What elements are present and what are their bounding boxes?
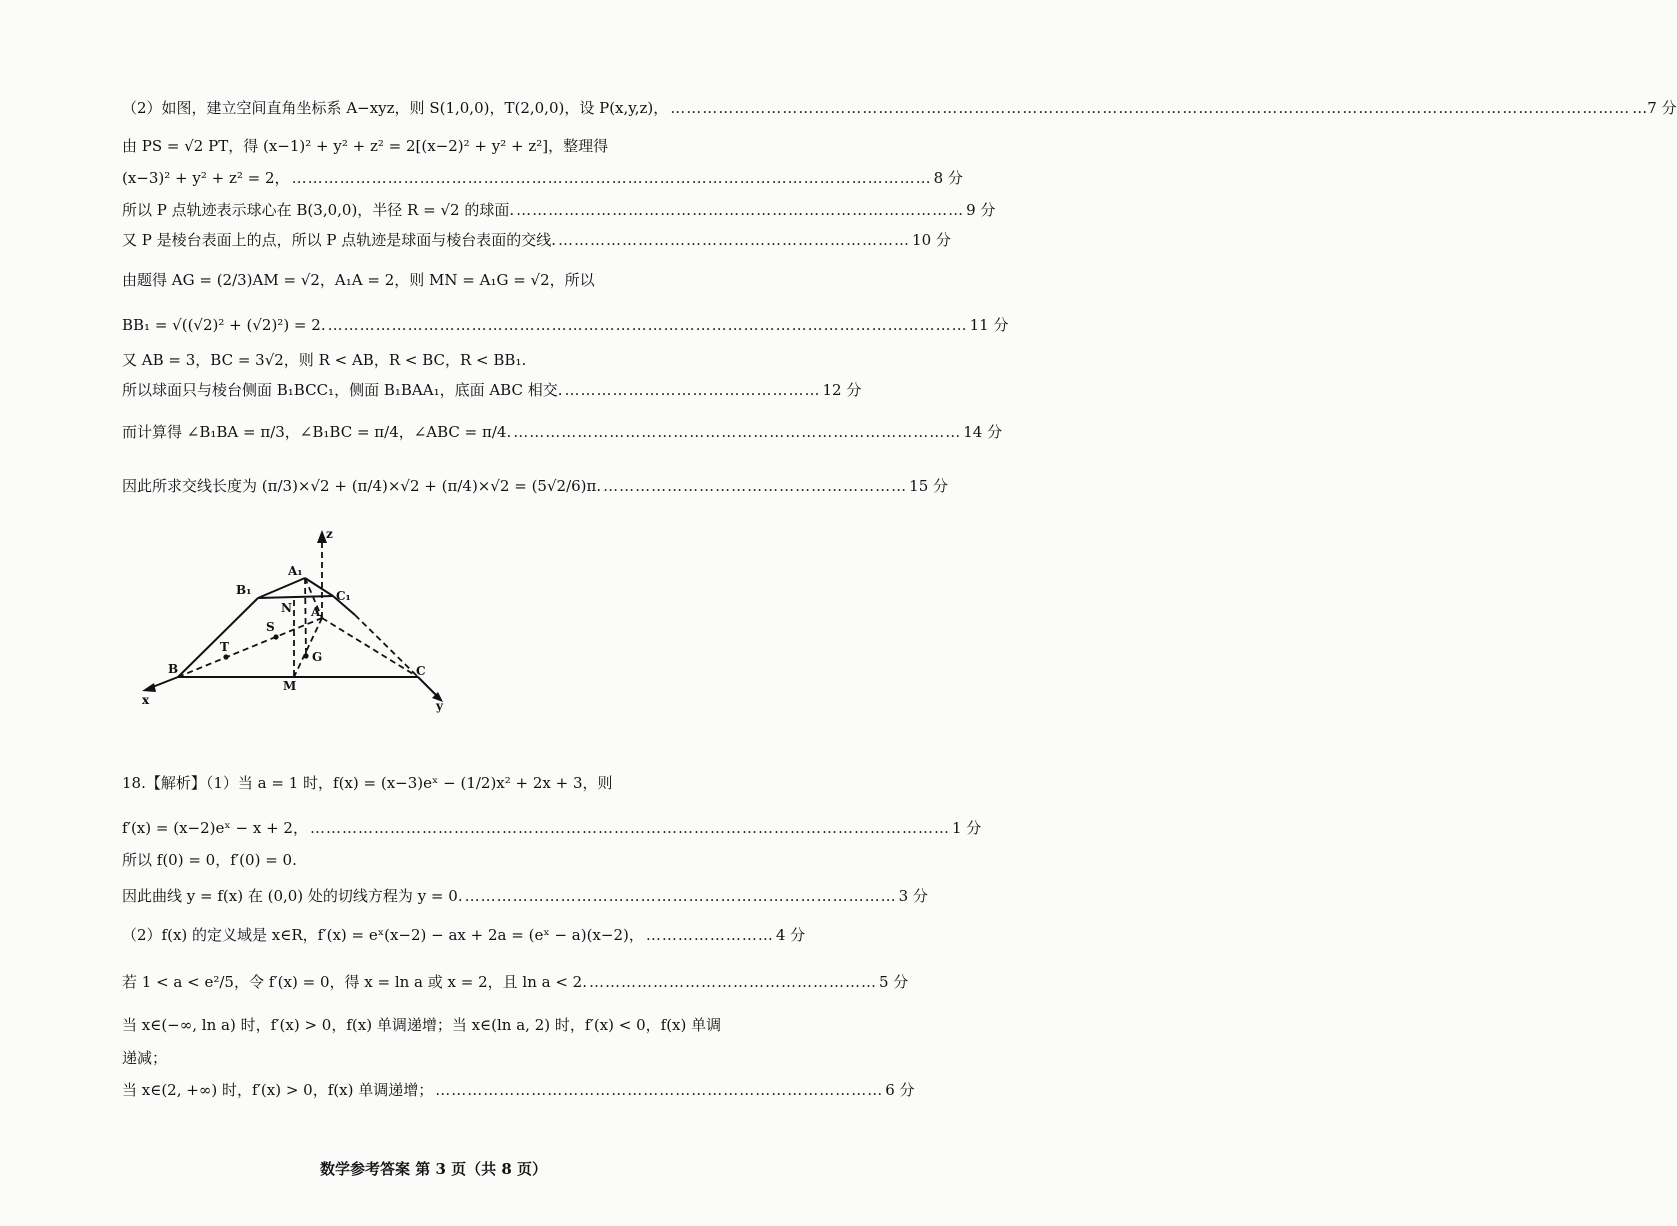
frustum-figure [130, 520, 460, 715]
point-T [223, 654, 228, 659]
label-C1: C₁ [336, 589, 351, 603]
solution-line: f′(x) = (x−2)eˣ − x + 2， ………………………………………………………………………………………………………… 1 分 [122, 819, 982, 837]
point-S [273, 634, 278, 639]
solution-line: 当 x∈(2, +∞) 时，f′(x) > 0，f(x) 单调递增； ………………………………………………………………………… 6 分 [122, 1081, 915, 1099]
label-A1: A₁ [288, 564, 303, 578]
solution-line: 若 1 < a < e²/5，令 f′(x) = 0，得 x = ln a 或 x = 2，且 ln a < 2. ……………………………………………… 5 分 [122, 973, 909, 991]
solution-line: 18.【解析】（1）当 a = 1 时，f(x) = (x−3)eˣ − (1/2)x² + 2x + 3，则 [122, 774, 613, 792]
solution-line: 又 AB = 3，BC = 3√2，则 R < AB，R < BC，R < BB₁. [122, 351, 527, 369]
solution-line: 因此所求交线长度为 (π/3)×√2 + (π/4)×√2 + (π/4)×√2 = (5√2/6)π. ………………………………………………… 15 分 [122, 477, 949, 495]
label-M: M [283, 679, 297, 693]
arrow-x [142, 683, 156, 692]
line-A-C [322, 618, 418, 677]
score-mark: 6 分 [885, 1081, 915, 1099]
score-mark: 15 分 [909, 477, 949, 495]
label-S: S [266, 620, 275, 634]
score-mark: 10 分 [912, 231, 951, 249]
label-G: G [312, 650, 323, 664]
label-T: T [220, 640, 229, 654]
edge-B1-A1 [258, 578, 305, 598]
label-z: z [326, 527, 333, 541]
solution-line: 所以 f(0) = 0，f′(0) = 0. [122, 851, 297, 869]
label-A: A [311, 605, 321, 619]
score-mark: 12 分 [822, 381, 862, 399]
solution-line: （2）f(x) 的定义域是 x∈R，f′(x) = eˣ(x−2) − ax + 2a = (eˣ − a)(x−2)， …………………… 4 分 [122, 926, 806, 944]
label-N: N [281, 601, 292, 615]
label-C: C [416, 664, 426, 678]
edge-B-B1 [178, 598, 258, 677]
score-mark: 8 分 [933, 169, 963, 187]
edge-A1-C1 [305, 578, 333, 596]
point-G [303, 653, 308, 658]
solution-line: (x−3)² + y² + z² = 2， ………………………………………………………………………………………………………… 8 分 [122, 169, 963, 187]
solution-line: 所以球面只与棱台侧面 B₁BCC₁，侧面 B₁BAA₁，底面 ABC 相交. ………………………………………… 12 分 [122, 381, 862, 399]
score-mark: 5 分 [879, 973, 909, 991]
label-y: y [436, 699, 443, 713]
label-B1: B₁ [236, 583, 252, 597]
line-A1-G [305, 578, 306, 656]
score-mark: 14 分 [963, 423, 1003, 441]
solution-line: 当 x∈(−∞, ln a) 时，f′(x) > 0，f(x) 单调递增；当 x∈(ln a, 2) 时，f′(x) < 0，f(x) 单调 [122, 1016, 722, 1034]
solution-line: 因此曲线 y = f(x) 在 (0,0) 处的切线方程为 y = 0. ……………………………………………………………………… 3 分 [122, 887, 928, 905]
edge-C1-C-dash [355, 615, 418, 677]
solution-line: 又 P 是棱台表面上的点，所以 P 点轨迹是球面与棱台表面的交线. ………………………………………………………… 10 分 [122, 231, 951, 249]
score-mark: …7 分 [1632, 99, 1677, 117]
label-B: B [168, 662, 179, 676]
page-footer: 数学参考答案 第 3 页（共 8 页） [320, 1160, 547, 1178]
label-x: x [142, 693, 150, 707]
score-mark: 4 分 [775, 926, 806, 944]
score-mark: 3 分 [898, 887, 928, 905]
line-B-A [178, 618, 322, 677]
solution-line: 递减； [122, 1049, 168, 1067]
solution-line: 由题得 AG = (2/3)AM = √2，A₁A = 2，则 MN = A₁G = √2，所以 [122, 271, 595, 289]
score-mark: 9 分 [966, 201, 996, 219]
edge-C-y [418, 677, 438, 697]
solution-line: 而计算得 ∠B₁BA = π/3，∠B₁BC = π/4，∠ABC = π/4. ………………………………………………………………………… 14 分 [122, 423, 1003, 441]
solution-line: BB₁ = √((√2)² + (√2)²) = 2. ………………………………………………………………………………………………………… 11 分 [122, 316, 1009, 334]
score-mark: 11 分 [969, 316, 1009, 334]
solution-line: 由 PS = √2 PT，得 (x−1)² + y² + z² = 2[(x−2)² + y² + z²]，整理得 [122, 137, 609, 155]
solution-line: （2）如图，建立空间直角坐标系 A−xyz，则 S(1,0,0)，T(2,0,0)，设 P(x,y,z)， ……………………………………………………………………………………………………………………………………………………………… …7 分 [122, 99, 1677, 117]
score-mark: 1 分 [951, 819, 982, 837]
solution-line: 所以 P 点轨迹表示球心在 B(3,0,0)，半径 R = √2 的球面. ………………………………………………………………………… 9 分 [122, 201, 996, 219]
